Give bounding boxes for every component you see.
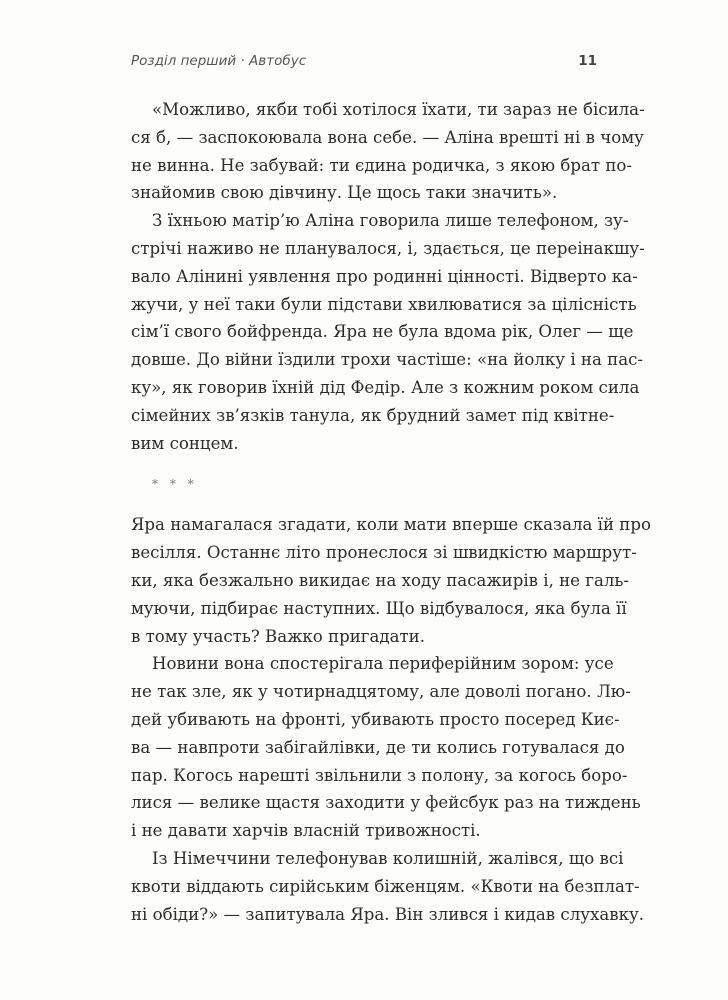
text-line: дей убивають на фронті, убивають просто посеред Киє- — [131, 709, 620, 729]
text-line: Яра намагалася згадати, коли мати вперше сказала їй про — [131, 515, 651, 535]
paragraph — [131, 845, 645, 928]
text-line: вало Алінині уявлення про родинні цінності. Відверто ка- — [131, 266, 638, 286]
text-line: в тому участь? Важко пригадати. — [131, 626, 425, 646]
text-line: не винна. Не забувай: ти єдина родичка, з якою брат по- — [131, 155, 633, 175]
text-line: ки, яка безжально викидає на ходу пасажирів і, не галь- — [131, 570, 630, 590]
text-line: лися — велике щастя заходити у фейсбук раз на тиждень — [131, 793, 641, 813]
section-break: * * * — [152, 477, 198, 492]
running-title: Розділ перший · Автобус — [131, 53, 307, 69]
text-line: ку», як говорив їхній дід Федір. Але з кожним роком сила — [131, 377, 640, 397]
text-line: сім’ї свого бойфренда. Яра не була вдома рік, Олег — ще — [131, 322, 634, 342]
spacer — [131, 497, 597, 511]
text-line: вим сонцем. — [131, 433, 239, 453]
text-line: Новини вона спостерігала периферійним зором: усе — [152, 654, 614, 674]
text-line: пар. Когось нарешті звільнили з полону, за когось боро- — [131, 765, 628, 785]
text-line: сімейних зв’язків танула, як брудний замет під квітне- — [131, 405, 615, 425]
text-line: З їхньою матір’ю Аліна говорила лише телефоном, зу- — [152, 211, 629, 231]
text-line: весілля. Останнє літо пронеслося зі швидкістю маршрут- — [131, 543, 637, 563]
text-line: довше. До війни їздили трохи частіше: «на йолку і на пас- — [131, 350, 643, 370]
text-line: ва — навпроти забігайлівки, де ти колись готувалася до — [131, 737, 625, 757]
paragraph — [131, 207, 645, 457]
paragraph — [131, 511, 651, 650]
paragraph — [131, 96, 645, 207]
text-line: муючи, підбирає наступних. Що відбувалося, яка була її — [131, 598, 627, 618]
text-line: і не давати харчів власній тривожності. — [131, 821, 481, 841]
text-line: стрічі наживо не планувалося, і, здається, це переінакшу- — [131, 238, 645, 258]
text-line: ся б, — заспокоювала вона себе. — Аліна врешті ні в чому — [131, 127, 644, 147]
text-line: «Можливо, якби тобі хотілося їхати, ти зараз не бісила- — [152, 100, 645, 119]
text-line: знайомив свою дівчину. Це щось таки значить». — [131, 183, 558, 203]
text-line: квоти віддають сирійським біженцям. «Квоти на безплат- — [131, 876, 640, 896]
text-line: ні обіди?» — запитувала Яра. Він злився і кидав слухавку. — [131, 904, 645, 924]
paragraph — [131, 650, 641, 845]
text-line: не так зле, як у чотирнадцятому, але доволі погано. Лю- — [131, 682, 631, 702]
page-body — [131, 96, 651, 928]
page-number: 11 — [578, 53, 597, 69]
running-header — [131, 53, 597, 73]
text-line: Із Німеччини телефонував колишній, жалівся, що всі — [152, 848, 624, 868]
text-line: жучи, у неї таки були підстави хвилюватися за цілісність — [131, 294, 637, 314]
